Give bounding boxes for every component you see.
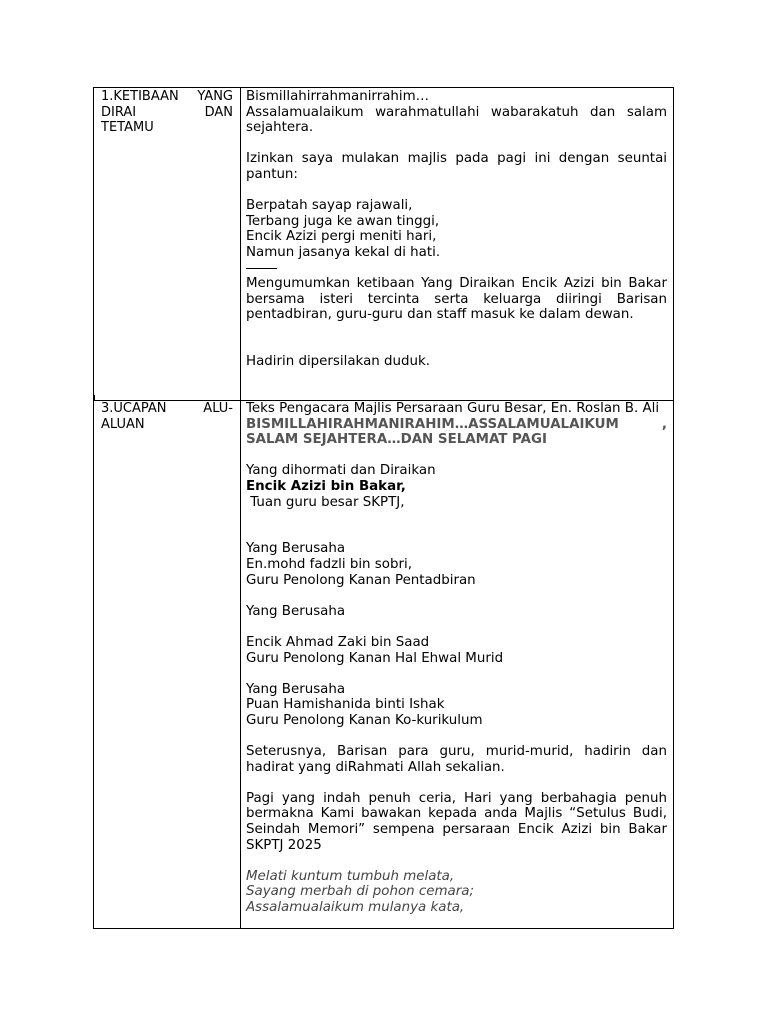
honoured-name: Encik Azizi bin Bakar, [246, 478, 406, 494]
pantun-line: Encik Azizi pergi meniti hari, [246, 229, 437, 245]
row-divider-tick [94, 395, 95, 401]
announcement-paragraph: Mengumumkan ketibaan Yang Diraikan Encik Azizi bin Bakar bersama isteri tercinta serta keluarga diiringi Barisan pentadbiran, guru-guru dan staff masuk ke dalam dewan. [246, 276, 667, 323]
pantun-line: Berpatah sayap rajawali, [246, 198, 413, 214]
guest-name: Encik Ahmad Zaki bin Saad [246, 634, 430, 650]
greeting-paragraph: Assalamualaikum warahmatullahi wabarakatuh dan salam sejahtera. [246, 104, 667, 136]
pantun-line: Terbang juga ke awan tinggi, [246, 213, 440, 229]
pantun-line: Assalamualaikum mulanya kata, [246, 900, 465, 915]
separator-rule [246, 268, 277, 269]
row1-label-line: 1.KETIBAAN YANG [101, 89, 233, 104]
seated-line: Hadirin dipersilakan duduk. [246, 354, 431, 370]
row1-label-line: TETAMU [101, 120, 154, 136]
pantun-line: Namun jasanya kekal di hati. [246, 244, 441, 260]
pantun-line: Melati kuntum tumbuh melata, [246, 868, 455, 884]
script-title: Teks Pengacara Majlis Persaraan Guru Besar, En. Roslan B. Ali [246, 401, 660, 416]
row2-label-line: 3.UCAPAN ALU- [101, 401, 233, 416]
guest-prefix: Yang Berusaha [246, 681, 346, 697]
row1-label-line: DIRAI DAN [101, 104, 233, 120]
pantun-line: Sayang merbah di pohon cemara; [246, 884, 474, 900]
row1-content [246, 89, 667, 370]
row2-label-line: ALUAN [101, 416, 145, 432]
honoured-title: Tuan guru besar SKPTJ, [246, 494, 405, 510]
furthermore-paragraph: Seterusnya, Barisan para guru, murid-murid, hadirin dan hadirat yang diRahmati Allah sekalian. [246, 744, 667, 775]
guest-prefix: Yang Berusaha [246, 541, 346, 557]
guest-name: En.mohd fadzli bin sobri, [246, 556, 412, 572]
honoured-label: Yang dihormati dan Diraikan [246, 463, 436, 479]
intro-paragraph: Izinkan saya mulakan majlis pada pagi ini dengan seuntai pantun: [246, 151, 667, 182]
guest-title: Guru Penolong Kanan Pentadbiran [246, 572, 476, 588]
welcome-paragraph: Pagi yang indah penuh ceria, Hari yang berbahagia penuh bermakna Kami bawakan kepada anda Majlis “Setulus Budi, Seindah Memori” sempena persaraan Encik Azizi bin Bakar SKPTJ 2025 [246, 790, 667, 853]
guest-prefix: Yang Berusaha [246, 603, 346, 619]
row2-label [101, 401, 233, 432]
salutation: BISMILLAHIRAHMANIRAHIM…ASSALAMUALAIKUM , SALAM SEJAHTERA…DAN SELAMAT PAGI [246, 416, 667, 448]
row2-content [246, 401, 667, 916]
guest-title: Guru Penolong Kanan Hal Ehwal Murid [246, 650, 504, 666]
column-divider [240, 88, 241, 928]
guest-title: Guru Penolong Kanan Ko-kurikulum [246, 712, 483, 728]
guest-name: Puan Hamishanida binti Ishak [246, 697, 445, 713]
document-table [93, 87, 674, 929]
opening-line: Bismillahirrahmanirrahim… [246, 89, 430, 104]
row1-label [101, 89, 233, 136]
